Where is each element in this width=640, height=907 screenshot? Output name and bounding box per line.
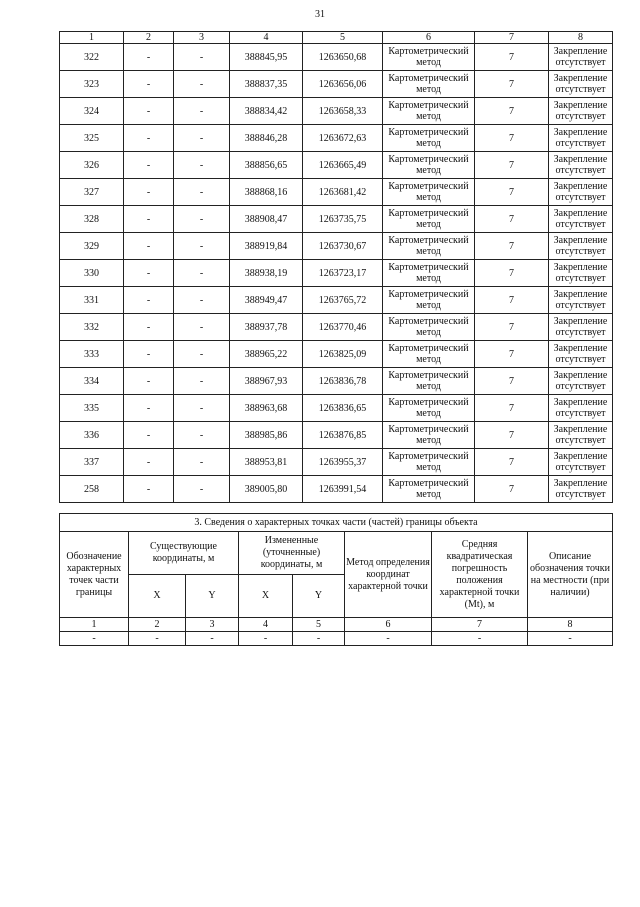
point-number-cell: 328 — [60, 206, 124, 233]
accuracy-cell: 7 — [475, 152, 549, 179]
method-cell: Картометрический метод — [383, 422, 475, 449]
point-number-cell: 329 — [60, 233, 124, 260]
x-coordinate-cell: 388837,35 — [230, 71, 303, 98]
accuracy-cell: 7 — [475, 260, 549, 287]
method-cell: Картометрический метод — [383, 314, 475, 341]
accuracy-cell: 7 — [475, 179, 549, 206]
point-number-cell: 331 — [60, 287, 124, 314]
fixing-cell: Закрепление отсутствует — [549, 206, 613, 233]
table-row — [60, 98, 613, 125]
column-number: 6 — [383, 32, 475, 44]
column-number: 4 — [239, 618, 293, 632]
accuracy-cell: 7 — [475, 233, 549, 260]
empty-cell: - — [124, 179, 174, 206]
empty-cell: - — [124, 98, 174, 125]
empty-cell: - — [174, 260, 230, 287]
table-cell: - — [345, 632, 432, 646]
point-number-cell: 322 — [60, 44, 124, 71]
table-cell: - — [60, 632, 129, 646]
point-number-cell: 336 — [60, 422, 124, 449]
table-row — [60, 233, 613, 260]
column-number-row — [60, 618, 613, 632]
y-coordinate-cell: 1263723,17 — [303, 260, 383, 287]
table-cell: - — [129, 632, 186, 646]
method-cell: Картометрический метод — [383, 179, 475, 206]
column-number-row — [60, 32, 613, 44]
empty-cell: - — [174, 476, 230, 503]
point-number-cell: 330 — [60, 260, 124, 287]
y-coordinate-cell: 1263730,67 — [303, 233, 383, 260]
table-row — [60, 476, 613, 503]
x-coordinate-cell: 389005,80 — [230, 476, 303, 503]
column-number: 7 — [475, 32, 549, 44]
fixing-cell: Закрепление отсутствует — [549, 152, 613, 179]
accuracy-cell: 7 — [475, 314, 549, 341]
empty-cell: - — [124, 206, 174, 233]
column-number: 1 — [60, 618, 129, 632]
x-coordinate-cell: 388963,68 — [230, 395, 303, 422]
fixing-cell: Закрепление отсутствует — [549, 44, 613, 71]
empty-cell: - — [174, 314, 230, 341]
column-number: 5 — [303, 32, 383, 44]
fixing-cell: Закрепление отсутствует — [549, 260, 613, 287]
y-coordinate-cell: 1263770,46 — [303, 314, 383, 341]
table-row — [60, 422, 613, 449]
empty-cell: - — [124, 152, 174, 179]
point-number-cell: 323 — [60, 71, 124, 98]
column-number: 3 — [174, 32, 230, 44]
column-number: 4 — [230, 32, 303, 44]
accuracy-cell: 7 — [475, 395, 549, 422]
method-cell: Картометрический метод — [383, 476, 475, 503]
fixing-cell: Закрепление отсутствует — [549, 368, 613, 395]
accuracy-cell: 7 — [475, 476, 549, 503]
x-coordinate-cell: 388953,81 — [230, 449, 303, 476]
changed-coords-header: Измененные (уточненные) координаты, м — [239, 532, 345, 575]
y-coordinate-cell: 1263665,49 — [303, 152, 383, 179]
point-number-cell: 337 — [60, 449, 124, 476]
y-coordinate-cell: 1263836,78 — [303, 368, 383, 395]
coordinates-table — [59, 31, 613, 503]
empty-cell: - — [124, 260, 174, 287]
accuracy-cell: 7 — [475, 449, 549, 476]
table-cell: - — [293, 632, 345, 646]
x-coordinate-cell: 388868,16 — [230, 179, 303, 206]
accuracy-cell: 7 — [475, 287, 549, 314]
x-coordinate-cell: 388856,65 — [230, 152, 303, 179]
y-coordinate-cell: 1263825,09 — [303, 341, 383, 368]
table-row — [60, 179, 613, 206]
column-number: 6 — [345, 618, 432, 632]
table-row — [60, 395, 613, 422]
point-number-cell: 326 — [60, 152, 124, 179]
column-number: 2 — [129, 618, 186, 632]
empty-cell: - — [174, 341, 230, 368]
column-number: 8 — [549, 32, 613, 44]
table-row — [60, 314, 613, 341]
point-number-cell: 324 — [60, 98, 124, 125]
empty-cell: - — [174, 395, 230, 422]
y-coordinate-cell: 1263876,85 — [303, 422, 383, 449]
fixing-cell: Закрепление отсутствует — [549, 287, 613, 314]
empty-cell: - — [124, 44, 174, 71]
point-number-cell: 325 — [60, 125, 124, 152]
point-number-cell: 333 — [60, 341, 124, 368]
method-cell: Картометрический метод — [383, 368, 475, 395]
y-header: Y — [186, 575, 239, 618]
method-cell: Картометрический метод — [383, 341, 475, 368]
x-coordinate-cell: 388846,28 — [230, 125, 303, 152]
section3-title: 3. Сведения о характерных точках части (частей) границы объекта — [60, 514, 613, 532]
empty-cell: - — [124, 449, 174, 476]
description-header: Описание обозначения точки на местности (при наличии) — [528, 532, 613, 618]
column-number: 7 — [432, 618, 528, 632]
empty-cell: - — [124, 395, 174, 422]
x-coordinate-cell: 388967,93 — [230, 368, 303, 395]
table-cell: - — [186, 632, 239, 646]
empty-cell: - — [124, 368, 174, 395]
method-cell: Картометрический метод — [383, 71, 475, 98]
designation-header: Обозначение характерных точек части границы — [60, 532, 129, 618]
method-header: Метод определения координат характерной точки — [345, 532, 432, 618]
empty-cell: - — [124, 341, 174, 368]
accuracy-cell: 7 — [475, 44, 549, 71]
y-coordinate-cell: 1263672,63 — [303, 125, 383, 152]
y-coordinate-cell: 1263656,06 — [303, 71, 383, 98]
existing-coords-header: Существующие координаты, м — [129, 532, 239, 575]
accuracy-cell: 7 — [475, 368, 549, 395]
column-number: 8 — [528, 618, 613, 632]
empty-cell: - — [174, 71, 230, 98]
empty-cell: - — [174, 152, 230, 179]
method-cell: Картометрический метод — [383, 260, 475, 287]
method-cell: Картометрический метод — [383, 98, 475, 125]
point-number-cell: 327 — [60, 179, 124, 206]
empty-cell: - — [174, 179, 230, 206]
empty-cell: - — [174, 44, 230, 71]
column-number: 5 — [293, 618, 345, 632]
method-cell: Картометрический метод — [383, 287, 475, 314]
method-cell: Картометрический метод — [383, 395, 475, 422]
table-row — [60, 449, 613, 476]
accuracy-cell: 7 — [475, 98, 549, 125]
empty-cell: - — [174, 449, 230, 476]
x-coordinate-cell: 388845,95 — [230, 44, 303, 71]
accuracy-cell: 7 — [475, 206, 549, 233]
empty-cell: - — [124, 125, 174, 152]
fixing-cell: Закрепление отсутствует — [549, 449, 613, 476]
table-cell: - — [528, 632, 613, 646]
empty-cell: - — [124, 476, 174, 503]
empty-cell: - — [124, 71, 174, 98]
y-coordinate-cell: 1263836,65 — [303, 395, 383, 422]
table-cell: - — [239, 632, 293, 646]
method-cell: Картометрический метод — [383, 449, 475, 476]
accuracy-header: Средняя квадратическая погрешность положения характерной точки (Mt), м — [432, 532, 528, 618]
method-cell: Картометрический метод — [383, 125, 475, 152]
table-row — [60, 206, 613, 233]
x-coordinate-cell: 388938,19 — [230, 260, 303, 287]
point-number-cell: 334 — [60, 368, 124, 395]
x-coordinate-cell: 388908,47 — [230, 206, 303, 233]
empty-cell: - — [124, 314, 174, 341]
fixing-cell: Закрепление отсутствует — [549, 395, 613, 422]
point-number-cell: 258 — [60, 476, 124, 503]
table-row — [60, 260, 613, 287]
method-cell: Картометрический метод — [383, 233, 475, 260]
empty-cell: - — [124, 287, 174, 314]
column-number: 2 — [124, 32, 174, 44]
table-row — [60, 44, 613, 71]
y-coordinate-cell: 1263765,72 — [303, 287, 383, 314]
accuracy-cell: 7 — [475, 71, 549, 98]
fixing-cell: Закрепление отсутствует — [549, 314, 613, 341]
y-coordinate-cell: 1263658,33 — [303, 98, 383, 125]
page-number: 31 — [315, 9, 325, 20]
y-coordinate-cell: 1263735,75 — [303, 206, 383, 233]
empty-cell: - — [124, 233, 174, 260]
method-cell: Картометрический метод — [383, 206, 475, 233]
fixing-cell: Закрепление отсутствует — [549, 179, 613, 206]
table-row — [60, 287, 613, 314]
x-header: X — [239, 575, 293, 618]
fixing-cell: Закрепление отсутствует — [549, 422, 613, 449]
empty-cell: - — [174, 125, 230, 152]
method-cell: Картометрический метод — [383, 152, 475, 179]
accuracy-cell: 7 — [475, 422, 549, 449]
y-coordinate-cell: 1263991,54 — [303, 476, 383, 503]
x-coordinate-cell: 388919,84 — [230, 233, 303, 260]
point-number-cell: 335 — [60, 395, 124, 422]
x-coordinate-cell: 388985,86 — [230, 422, 303, 449]
accuracy-cell: 7 — [475, 125, 549, 152]
y-coordinate-cell: 1263955,37 — [303, 449, 383, 476]
empty-cell: - — [174, 98, 230, 125]
empty-cell: - — [124, 422, 174, 449]
y-header: Y — [293, 575, 345, 618]
fixing-cell: Закрепление отсутствует — [549, 341, 613, 368]
y-coordinate-cell: 1263650,68 — [303, 44, 383, 71]
section3-table — [59, 513, 613, 646]
accuracy-cell: 7 — [475, 341, 549, 368]
table-row — [60, 71, 613, 98]
table-row — [60, 368, 613, 395]
x-coordinate-cell: 388965,22 — [230, 341, 303, 368]
empty-cell: - — [174, 287, 230, 314]
fixing-cell: Закрепление отсутствует — [549, 476, 613, 503]
table-row — [60, 341, 613, 368]
fixing-cell: Закрепление отсутствует — [549, 98, 613, 125]
empty-cell: - — [174, 206, 230, 233]
empty-cell: - — [174, 233, 230, 260]
empty-cell: - — [174, 368, 230, 395]
fixing-cell: Закрепление отсутствует — [549, 71, 613, 98]
table-row — [60, 632, 613, 646]
x-coordinate-cell: 388937,78 — [230, 314, 303, 341]
empty-cell: - — [174, 422, 230, 449]
method-cell: Картометрический метод — [383, 44, 475, 71]
point-number-cell: 332 — [60, 314, 124, 341]
fixing-cell: Закрепление отсутствует — [549, 233, 613, 260]
fixing-cell: Закрепление отсутствует — [549, 125, 613, 152]
x-header: X — [129, 575, 186, 618]
y-coordinate-cell: 1263681,42 — [303, 179, 383, 206]
column-number: 1 — [60, 32, 124, 44]
table-cell: - — [432, 632, 528, 646]
column-number: 3 — [186, 618, 239, 632]
x-coordinate-cell: 388949,47 — [230, 287, 303, 314]
table-row — [60, 152, 613, 179]
table-row — [60, 125, 613, 152]
x-coordinate-cell: 388834,42 — [230, 98, 303, 125]
